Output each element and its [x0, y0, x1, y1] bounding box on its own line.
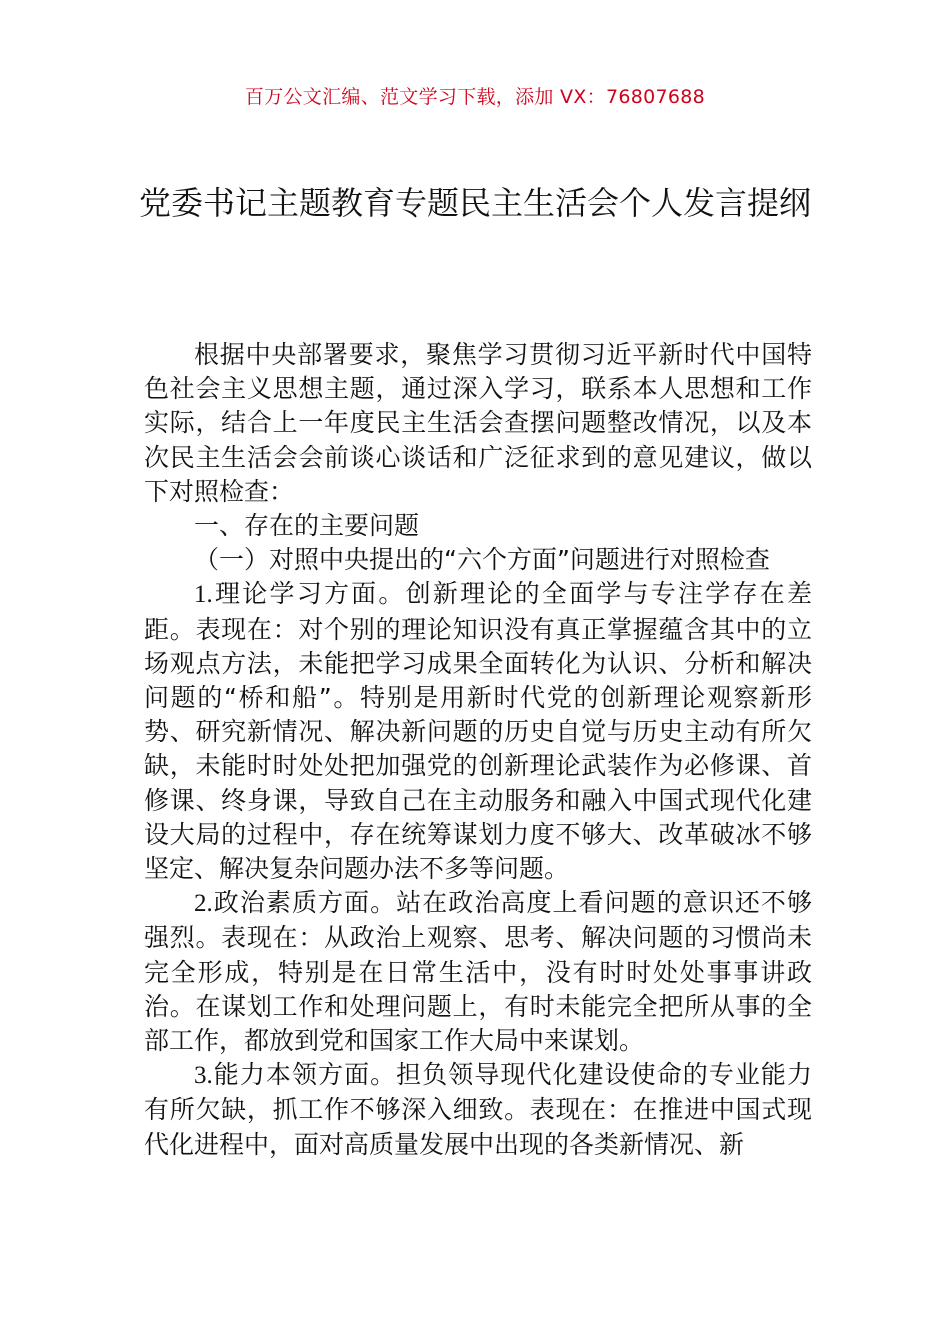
item-text: 理论学习方面。创新理论的全面学与专注学存在差距。表现在：对个别的理论知识没有真正掌握蕴含其中的立场观点方法，未能把学习成果全面转化为认识、分析和解决问题的“桥和船”。特别是用新时代党的创新理论观察新形势、研究新情况、解决新问题的历史自觉与历史主动有所欠缺，未能时时处处把加强党的创新理论武装作为必修课、首修课、终身课，导致自己在主动服务和融入中国式现代化建设大局的过程中，存在统筹谋划力度不够大、改革破冰不够坚定、解决复杂问题办法不多等问题。: [144, 579, 812, 884]
list-item: [144, 577, 812, 886]
item-number: 3.: [194, 1062, 213, 1090]
document-body: [144, 338, 812, 1162]
item-number: 2.: [194, 890, 213, 918]
item-text: 能力本领方面。担负领导现代化建设使命的专业能力有所欠缺，抓工作不够深入细致。表现在：在推进中国式现代化进程中，面对高质量发展中出现的各类新情况、新: [144, 1060, 812, 1159]
intro-paragraph: 根据中央部署要求，聚焦学习贯彻习近平新时代中国特色社会主义思想主题，通过深入学习，联系本人思想和工作实际，结合上一年度民主生活会查摆问题整改情况，以及本次民主生活会会前谈心谈话和广泛征求到的意见建议，做以下对照检查：: [144, 340, 812, 506]
list-item: [144, 1058, 812, 1162]
item-text: 政治素质方面。站在政治高度上看问题的意识还不够强烈。表现在：从政治上观察、思考、解决问题的习惯尚未完全形成，特别是在日常生活中，没有时时处处事事讲政治。在谋划工作和处理问题上，有时未能完全把所从事的全部工作，都放到党和国家工作大局中来谋划。: [144, 888, 812, 1056]
section-heading: 一、存在的主要问题: [194, 511, 420, 541]
header-watermark-note: 百万公文汇编、范文学习下载，添加 VX：76807688: [244, 86, 706, 108]
subsection-heading: （一）对照中央提出的“六个方面”问题进行对照检查: [194, 545, 770, 575]
item-number: 1.: [194, 581, 213, 609]
list-item: [144, 886, 812, 1058]
document-title: 党委书记主题教育专题民主生活会个人发言提纲: [138, 184, 811, 222]
